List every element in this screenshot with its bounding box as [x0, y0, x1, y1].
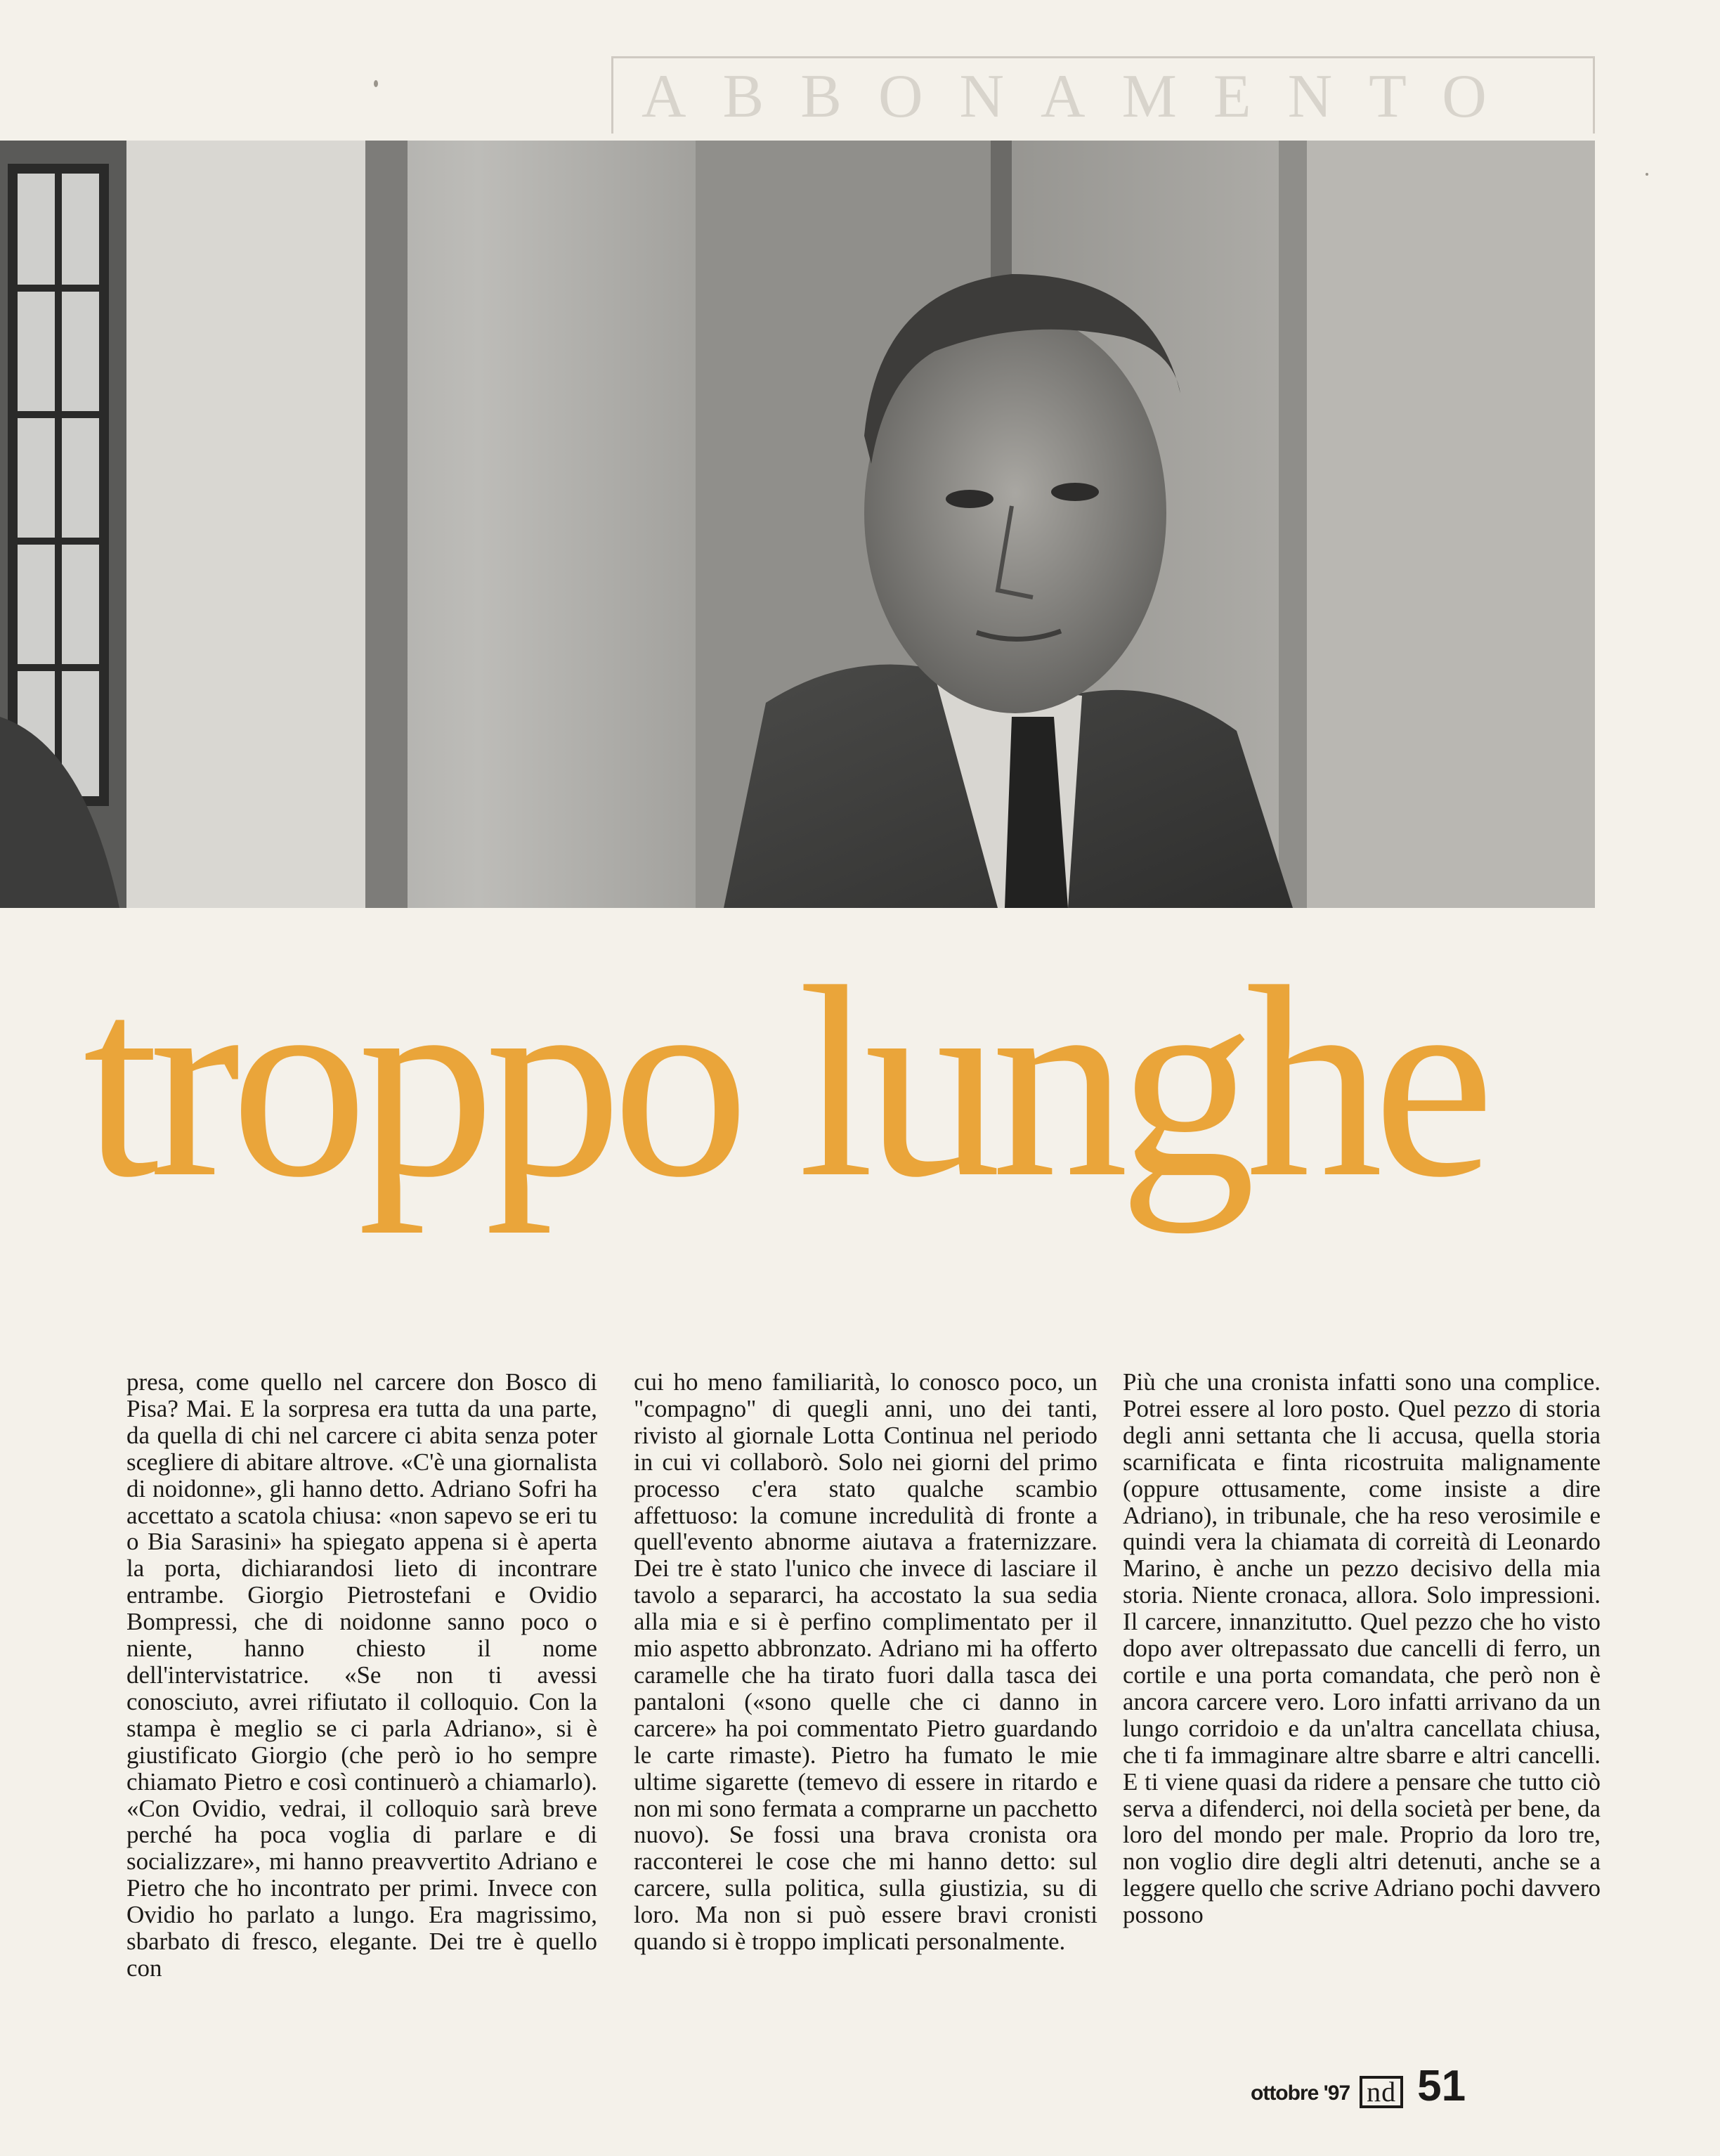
paper-speck [1646, 173, 1648, 176]
article-paragraph: presa, come quello nel carcere don Bosco di Pisa? Mai. E la sorpresa era tutta da una parte, da quella di chi nel carcere ci abita senza poter scegliere di abitare altrove. «C'è una giornalista di noidonne», gli hanno detto. Adriano Sofri ha accettato a scatola chiusa: «non sapevo se eri tu o Bia Sarasini» ha spiegato appena si è aperta la porta, dichiarandosi lieto di incontrare entrambe. Giorgio Pietrostefani e Ovidio Bompressi, che di noidonne sanno poco o niente, hanno chiesto il nome dell'intervistatrice. «Se non ti avessi conosciuto, avrei rifiutato il colloquio. Con la stampa è meglio se ci parla Adriano», si è giustificato Giorgio (che però io ho sempre chiamato Pietro e così continuerò a chiamarlo). «Con Ovidio, vedrai, il colloquio sarà breve perché ha poca voglia di parlare e di socializzare», mi hanno preavvertito Adriano e Pietro che ho incontrato per primi. Invece con Ovidio ho parlato a lungo. Era magrissimo, sbarbato di fresco, elegante. Dei tre è quello con [126, 1368, 597, 1982]
article-column-3 [1123, 1369, 1601, 1928]
article-paragraph: cui ho meno familiarità, lo conosco poco, un "compagno" di quegli anni, uno dei tanti, rivisto al giornale Lotta Continua nel periodo in cui vi collaborò. Solo nei giorni del primo processo c'era stato qualche scambio affettuoso: la comune incredulità di fronte a quell'evento abnorme aiutava a fraternizzare. Dei tre è stato l'unico che invece di lasciare il tavolo a separarci, ha accostato la sua sedia alla mia e si è perfino complimentato per il mio aspetto abbronzato. Adriano mi ha offerto caramelle che ha tirato fuori dalla tasca dei pantaloni («sono quelle che ci danno in carcere» ha poi commentato Pietro guardando le carte rimaste). Pietro ha fumato le mie ultime sigarette (temevo di essere in ritardo e non mi sono fermata a comprarne un pacchetto nuovo). Se fossi una brava cronista ora racconterei le cose che mi hanno detto: sul carcere, sulla politica, sulla giustizia, su di loro. Ma non si può essere bravi cronisti quando si è troppo implicati personalmente. [634, 1368, 1097, 1956]
headline: troppo lunghe [83, 930, 1485, 1234]
page-footer [1251, 2059, 1518, 2108]
paper-speck [374, 80, 378, 87]
page-number: 51 [1417, 2062, 1466, 2110]
article-column-1 [126, 1369, 597, 1982]
background-header-ghost: ABBONAMENTO [611, 56, 1595, 134]
portrait-photo [0, 141, 1595, 908]
article-paragraph: Più che una cronista infatti sono una complice. Potrei essere al loro posto. Quel pezzo di storia degli anni settanta che li accusa, quella storia scarnificata e finta ricostruita malignamente (oppure ottusamente, come insiste a dire Adriano), in tribunale, che ha reso verosimile e quindi vera la chiamata di correità di Leonardo Marino, è anche un pezzo decisivo della mia storia. Niente cronaca, allora. Solo impressioni. Il carcere, innanzitutto. Quel pezzo che ho visto dopo aver oltrepassato due cancelli di ferro, un cortile e una porta comandata, che però non è ancora carcere vero. Loro infatti arrivano da un lungo corridoio e da un'altra cancellata chiusa, che ti fa immaginare altre sbarre e altri cancelli. E ti viene quasi da ridere a pensare che tutto ciò serva a difenderci, noi della società per bene, da loro del mondo per male. Proprio da loro tre, non voglio dire degli altri detenuti, anche se a leggere quello che scrive Adriano pochi davvero possono [1123, 1368, 1601, 1929]
article-column-2 [634, 1369, 1097, 1955]
magazine-logo: nd [1360, 2076, 1403, 2108]
issue-date: ottobre '97 [1251, 2082, 1350, 2105]
